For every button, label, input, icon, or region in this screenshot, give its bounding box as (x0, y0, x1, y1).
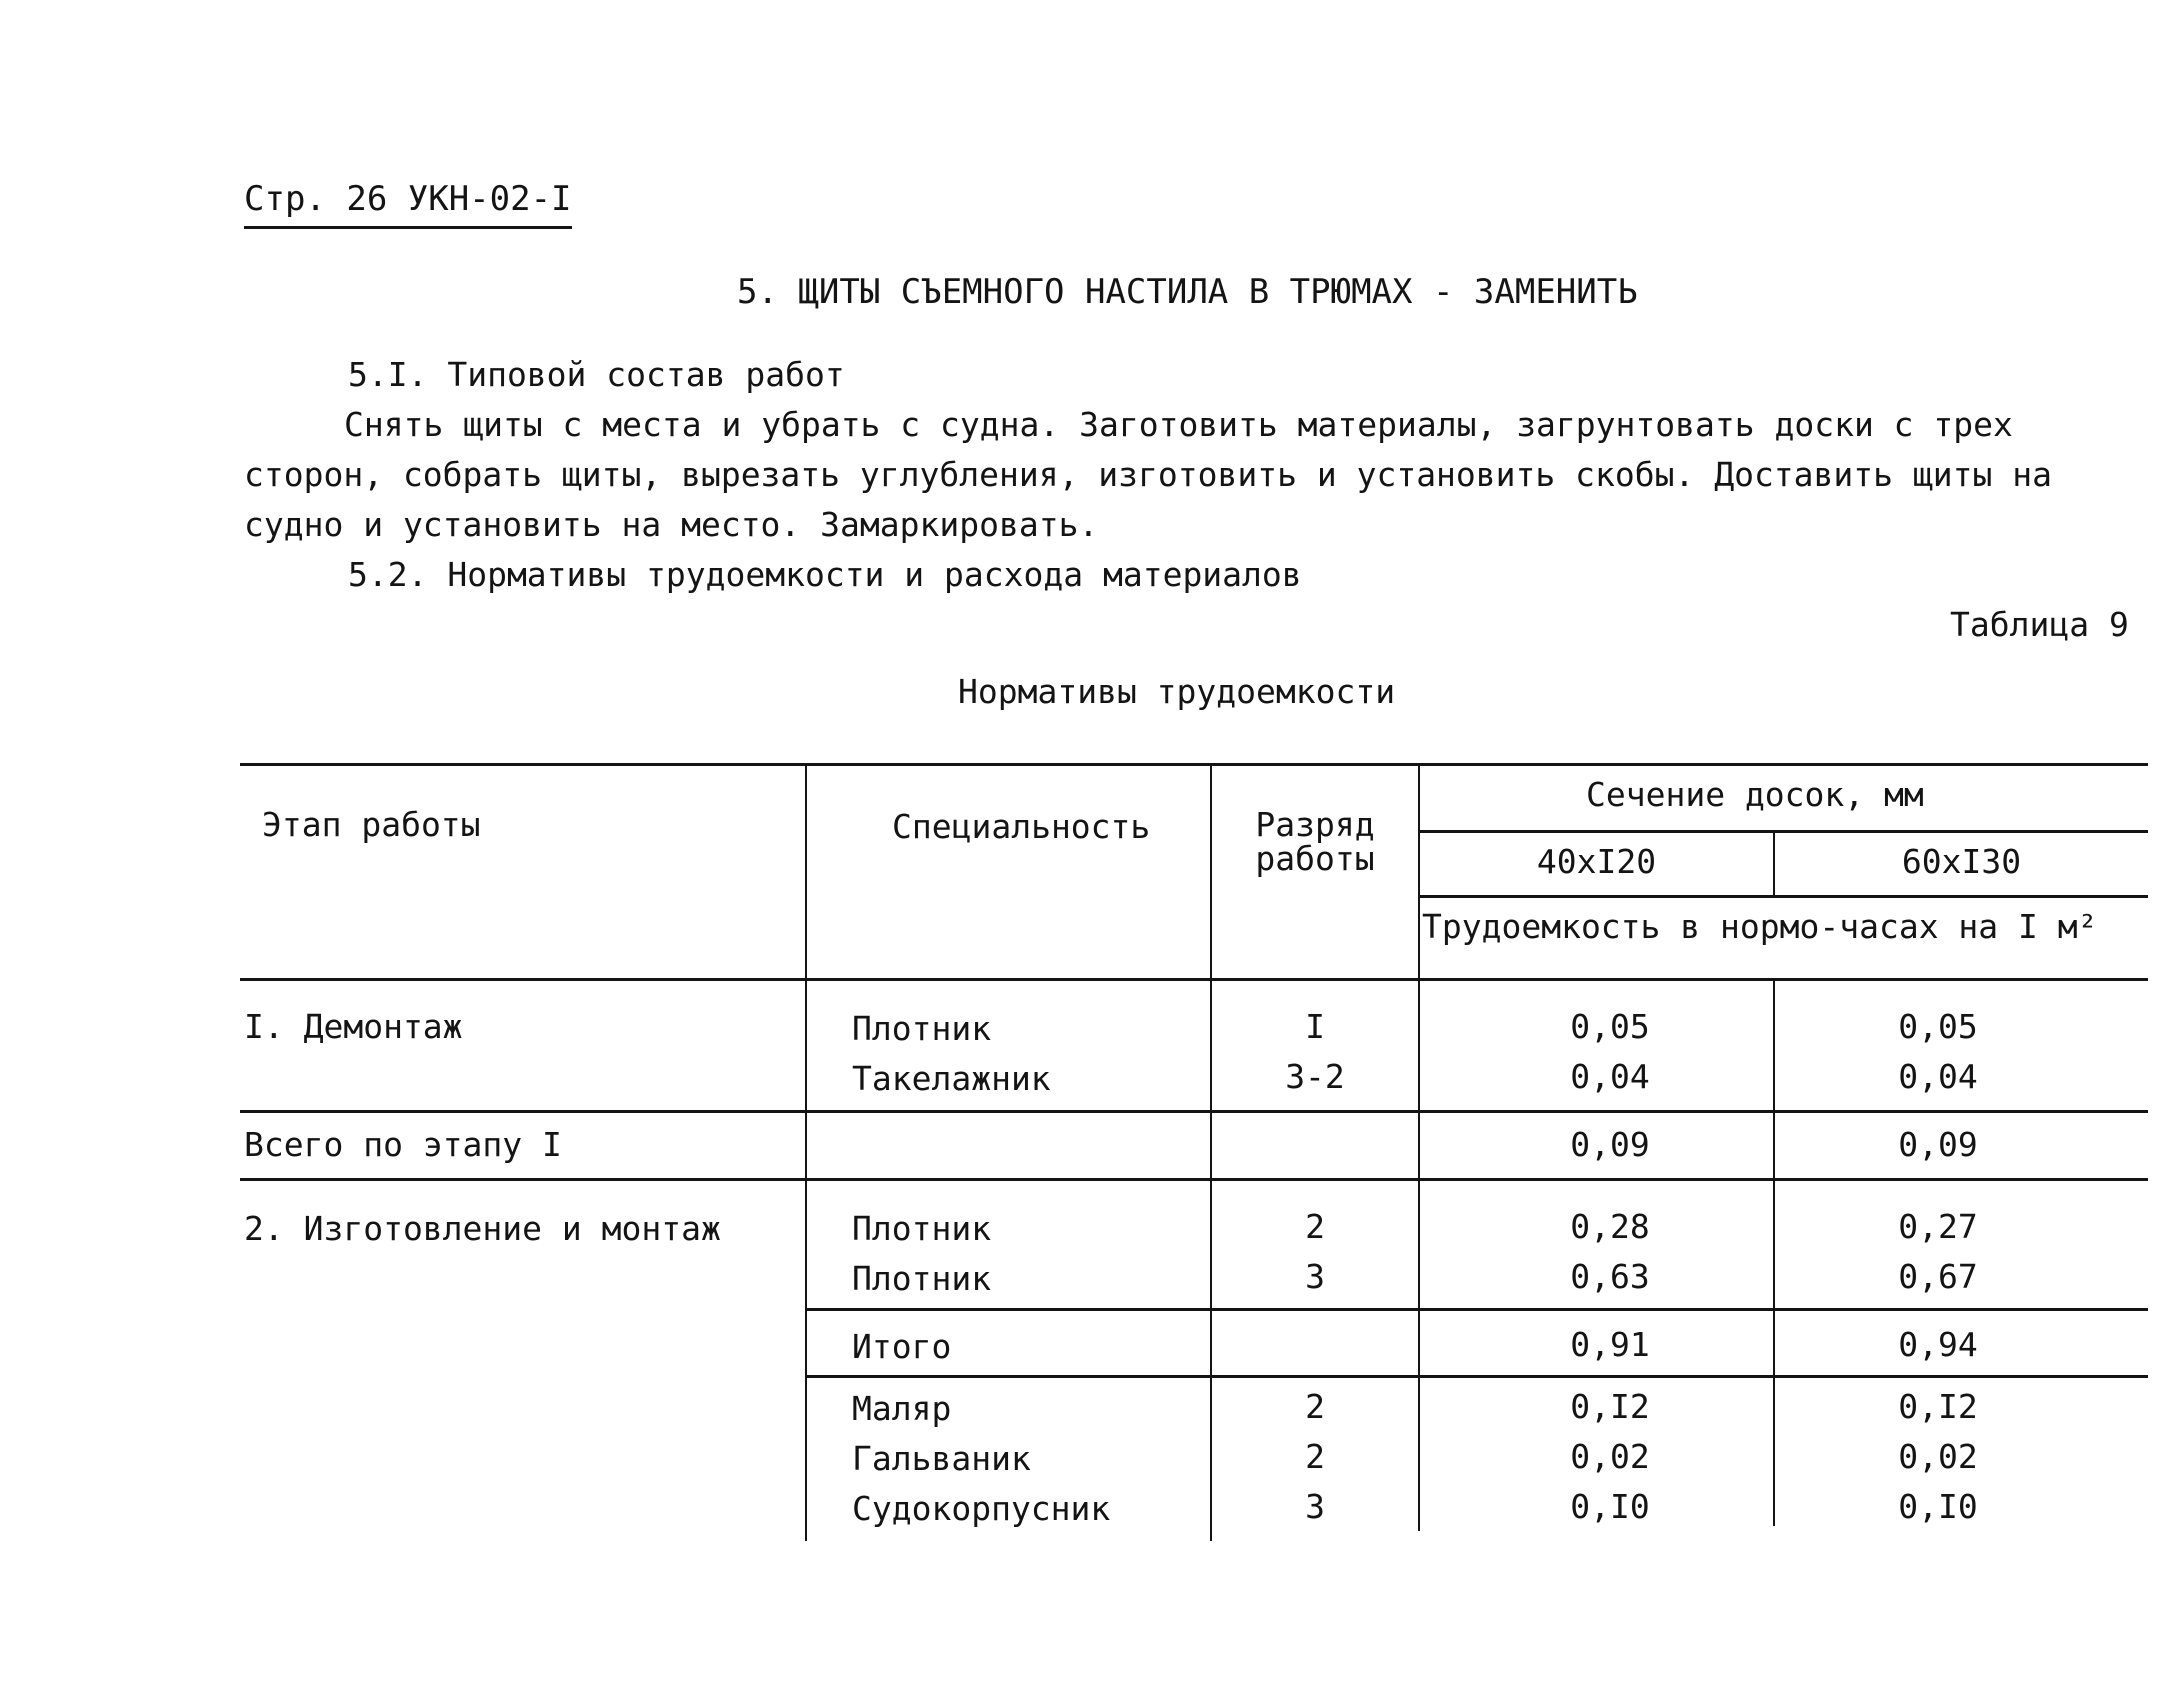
header-size-60x130: 60хI30 (1901, 842, 2022, 881)
header-bottom-rule (240, 978, 2148, 981)
stage2-row4-v1: 0,02 (1570, 1437, 1650, 1476)
subtotal-top-rule (805, 1308, 2148, 1311)
stage2-row2-v2: 0,67 (1898, 1257, 1978, 1296)
section-title: 5. ЩИТЫ СЪЕМНОГО НАСТИЛА В ТРЮМАХ - ЗАМЕНИТЬ (737, 272, 1638, 312)
page-header: Стр. 26 УКН-02-I (244, 182, 572, 229)
header-unit: Трудоемкость в нормо-часах на I м² (1422, 907, 2098, 946)
stage1-total-v2: 0,09 (1898, 1125, 1978, 1164)
subsection-title-typical-works: 5.I. Типовой состав работ (348, 355, 845, 394)
subtotal-bottom-rule (805, 1375, 2148, 1378)
col-divider-v2 (1773, 978, 1775, 1526)
header-grade: Разряд работы (1255, 805, 1375, 878)
stage2-row1-grade: 2 (1305, 1207, 1325, 1246)
stage1-row1-specialty: Плотник (852, 1009, 992, 1048)
header-stage: Этап работы (262, 805, 481, 844)
stage2-row1-v2: 0,27 (1898, 1207, 1978, 1246)
stage-2-name: 2. Изготовление и монтаж (244, 1209, 721, 1248)
stage2-row4-v2: 0,02 (1898, 1437, 1978, 1476)
paragraph-line-3: судно и установить на место. Замаркировать. (244, 505, 1099, 544)
stage1-row2-v2: 0,04 (1898, 1057, 1978, 1096)
stage2-row3-grade: 2 (1305, 1387, 1325, 1426)
stage1-row2-v1: 0,04 (1570, 1057, 1650, 1096)
table-label: Таблица 9 (1950, 605, 2129, 644)
subsection-title-norms: 5.2. Нормативы трудоемкости и расхода материалов (348, 555, 1302, 594)
size-sub-rule (1420, 895, 2148, 898)
col-divider-specialty (805, 763, 807, 1541)
header-size-40x120: 40хI20 (1536, 842, 1657, 881)
table-top-rule (240, 763, 2148, 766)
stage1-row1-grade: I (1305, 1007, 1325, 1046)
stage2-subtotal-v2: 0,94 (1898, 1325, 1978, 1364)
stage1-rule (240, 1110, 2148, 1113)
stage1-row2-grade: 3-2 (1285, 1057, 1345, 1096)
stage2-row5-v1: 0,I0 (1570, 1487, 1650, 1526)
stage1-row2-specialty: Такелажник (852, 1059, 1051, 1098)
stage1-total-v1: 0,09 (1570, 1125, 1650, 1164)
stage2-row3-specialty: Маляр (852, 1389, 952, 1428)
stage1-row1-v1: 0,05 (1570, 1007, 1650, 1046)
stage2-row5-specialty: Судокорпусник (852, 1489, 1111, 1528)
paragraph-line-1: Снять щиты с места и убрать с судна. Заготовить материалы, загрунтовать доски с трех (344, 405, 2013, 444)
stage2-row2-v1: 0,63 (1570, 1257, 1650, 1296)
stage2-row4-grade: 2 (1305, 1437, 1325, 1476)
stage2-row5-v2: 0,I0 (1898, 1487, 1978, 1526)
stage2-subtotal-v1: 0,91 (1570, 1325, 1650, 1364)
stage1-total-label: Всего по этапу I (244, 1125, 562, 1164)
header-specialty: Специальность (892, 807, 1151, 846)
stage2-row1-specialty: Плотник (852, 1209, 992, 1248)
stage2-row3-v1: 0,I2 (1570, 1387, 1650, 1426)
table-title: Нормативы трудоемкости (958, 672, 1396, 711)
stage-1-name: I. Демонтаж (244, 1007, 463, 1046)
col-divider-grade (1210, 763, 1212, 1541)
stage2-row3-v2: 0,I2 (1898, 1387, 1978, 1426)
stage2-row5-grade: 3 (1305, 1487, 1325, 1526)
col-divider-values (1418, 763, 1420, 1531)
stage2-row1-v1: 0,28 (1570, 1207, 1650, 1246)
stage1-row1-v2: 0,05 (1898, 1007, 1978, 1046)
stage2-subtotal-label: Итого (852, 1327, 952, 1366)
stage2-row2-specialty: Плотник (852, 1259, 992, 1298)
stage2-row4-specialty: Гальваник (852, 1439, 1031, 1478)
header-board-section: Сечение досок, мм (1586, 775, 1924, 814)
section-sub-rule (1420, 830, 2148, 833)
total1-rule (240, 1178, 2148, 1181)
paragraph-line-2: сторон, собрать щиты, вырезать углубления, изготовить и установить скобы. Доставить щиты на (244, 455, 2052, 494)
stage2-row2-grade: 3 (1305, 1257, 1325, 1296)
